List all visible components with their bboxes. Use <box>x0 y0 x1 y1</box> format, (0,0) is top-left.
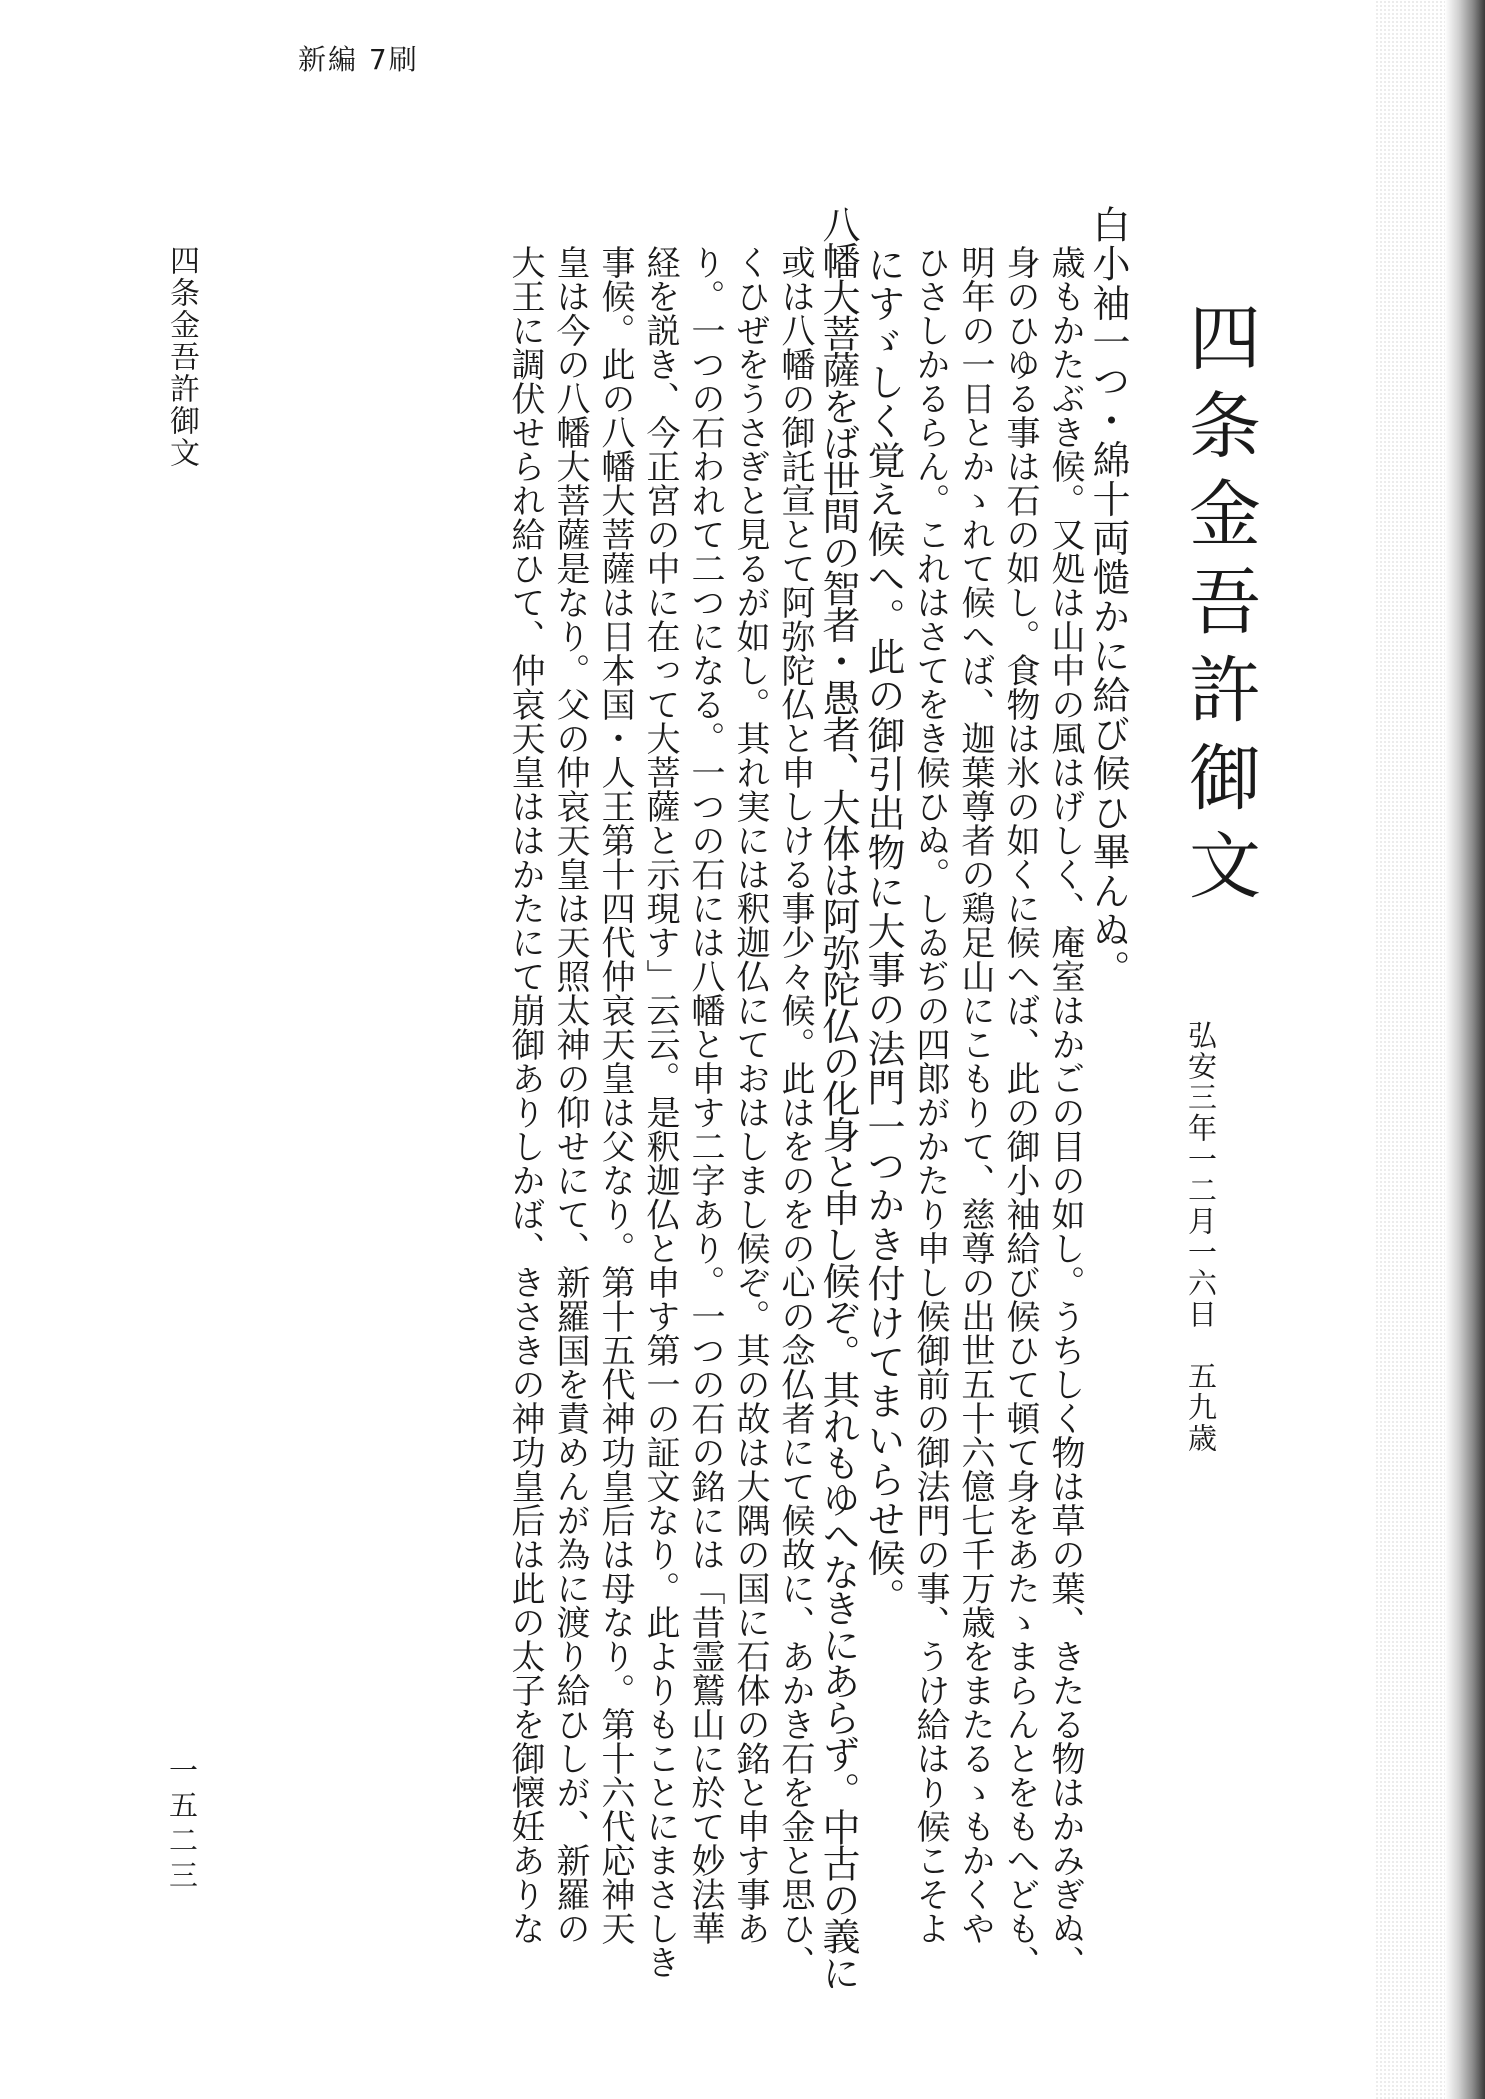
text-line-13: 皇は今の八幡大菩薩是なり。父の仲哀天皇は天照太神の仰せにて、新羅国を責めんが為に渡り給ひしが、新羅の <box>550 245 590 1945</box>
text-line-4: 明年の一日とかゝれて候へば、迦葉尊者の鶏足山にこもりて、慈尊の出世五十六億七千万歳をまたるゝもかくや <box>955 245 995 1945</box>
text-line-5: ひさしかるらん。これはさてをき候ひぬ。しゐぢの四郎がかたり申し候御前の御法門の事、うけ給はり候こそよ <box>910 245 950 1945</box>
text-line-8: 或は八幡の御託宣とて阿弥陀仏と申しける事少々候。此はをのをの心の念仏者にて候故に、あかき石を金と思ひ、 <box>775 245 815 1979</box>
text-line-3: 身のひゆる事は石の如し。食物は氷の如くに候へば、此の御小袖給び候ひて頓て身をあたゝまらんとをもへども、 <box>1000 245 1040 1979</box>
text-line-12: 事候。此の八幡大菩薩は日本国・人王第十四代仲哀天皇は父なり。第十五代神功皇后は母なり。第十六代応神天 <box>595 245 635 1945</box>
page-number: 一五二三 <box>165 1755 199 1895</box>
text-line-11: 経を説き、今正宮の中に在って大菩薩と示現す」云云。是釈迦仏と申す第一の証文なり。此よりもことにまさしき <box>640 245 680 1979</box>
text-line-1: 白小袖一つ・綿十両慥かに給び候ひ畢んぬ。 <box>1086 205 1130 989</box>
text-line-10: り。一つの石われて二つになる。一つの石には八幡と申す二字あり。一つの石の銘には「昔霊鷲山に於て妙法華 <box>685 245 725 1945</box>
text-line-2: 歳もかたぶき候。又処は山中の風はげしく、庵室はかごの目の如し。うちしく物は草の葉、きたる物はかみぎぬ、 <box>1045 245 1085 1979</box>
text-line-6: にすゞしく覚え候へ。此の御引出物に大事の法門一つかき付けてまいらせ候。 <box>861 245 905 1617</box>
running-title: 四条金吾許御文 <box>164 245 199 469</box>
page-header: 新編 7刷 <box>298 43 419 76</box>
page-edge-texture <box>1375 0 1445 2099</box>
date-line: 弘安三年一二月一六日 五九歳 <box>1184 1020 1218 1454</box>
book-gutter-shadow <box>1445 0 1485 2099</box>
document-title: 四条金吾許御文 <box>1177 300 1261 916</box>
text-line-7: 八幡大菩薩をば世間の智者・愚者、大体は阿弥陀仏の化身と申し候ぞ。其れもゆへなきにあらず。中古の義に <box>816 205 860 1991</box>
text-line-9: くひぜをうさぎと見るが如し。其れ実には釈迦仏にておはしまし候ぞ。其の故は大隅の国に石体の銘と申す事あ <box>730 245 770 1945</box>
text-line-14: 大王に調伏せられ給ひて、仲哀天皇ははかたにて崩御ありしかば、きさきの神功皇后は此の太子を御懐妊ありな <box>505 245 545 1945</box>
